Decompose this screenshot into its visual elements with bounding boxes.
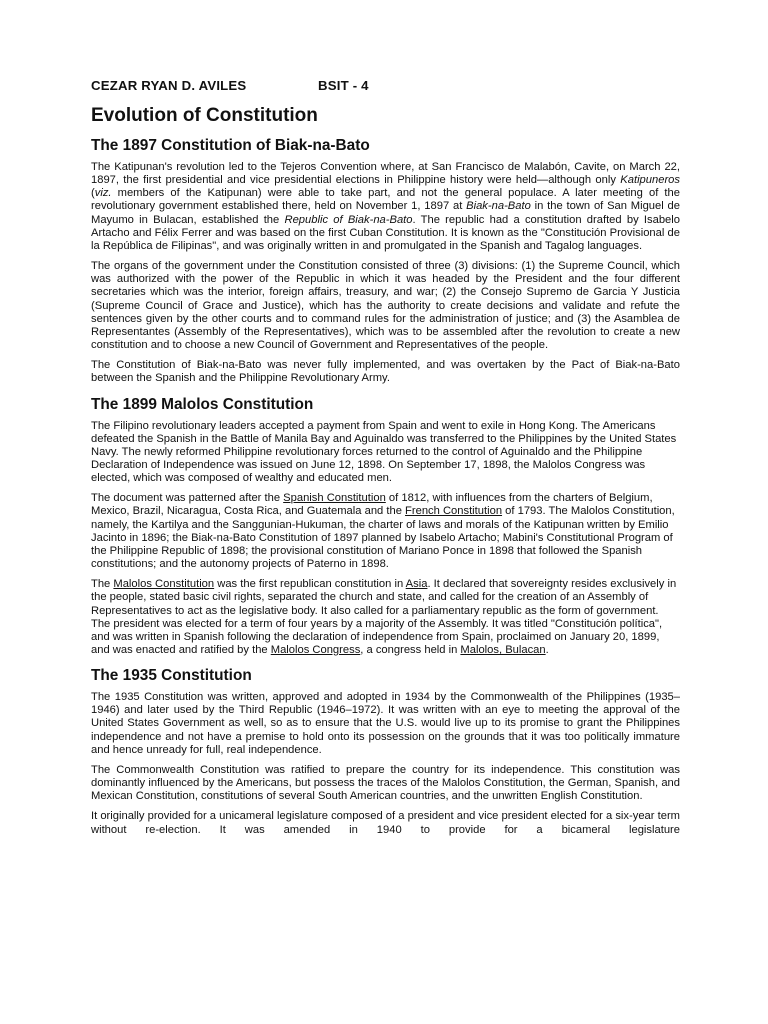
paragraph-1899-influences: The document was patterned after the Spanish Constitution of 1812, with influences from the charters of Belgium, Mexico, Brazil, Nicaragua, Costa Rica, and Guatemala and the French Constitution of 1793. The Malolos Constitution, namely, the Kartilya and the Sanggunian-Hukuman, the charter of laws and morals of the Katipunan written by Emilio Jacinto in 1896; the Biak-na-Bato Constitution of 1897 planned by Isabelo Artacho; Mabini's Constitutional Program of the Philippine Republic of 1898; the provisional constitution of Mariano Ponce in 1898 that followed the Spanish constitutions; and the autonomy projects of Paterno in 1898.	[91, 492, 675, 571]
section-heading-1935: The 1935 Constitution	[91, 667, 252, 685]
link-french-constitution[interactable]: French Constitution	[405, 505, 503, 518]
course-label: BSIT - 4	[318, 78, 369, 93]
link-malolos-bulacan[interactable]: Malolos, Bulacan	[460, 644, 546, 656]
document-title: Evolution of Constitution	[91, 105, 318, 126]
author-name: CEZAR RYAN D. AVILES	[91, 78, 247, 93]
paragraph-1935-adoption: The 1935 Constitution was written, approved and adopted in 1934 by the Commonwealth of the Philippines (1935–1946) and later used by the Third Republic (1946–1972). It was written with an eye to meeting the approval of the United States Government as well, so as to ensure that the U.S. would live up to its promise to grant the Philippines independence and not have a premise to hold onto its possession on the grounds that it was too politically immature and hence unready for full, real independence.	[91, 691, 680, 756]
link-malolos-constitution[interactable]: Malolos Constitution	[113, 578, 215, 591]
section-heading-1899: The 1899 Malolos Constitution	[91, 395, 314, 413]
paragraph-1897-organs: The organs of the government under the Constitution consisted of three (3) divisions: (1) the Supreme Council, which was authorized with the power of the Republic in which it was headed by the President and the four different secretaries which was the interior, foreign affairs, treasury, and war; (2) the Consejo Supremo de Garcia Y Justicia (Supreme Council of Grace and Justice), which has the authority to create decisions and validate and refute the sentences given by the other courts and to command rules for the administration of justice; and (3) the Asamblea de Representantes (Assembly of the Representatives), which was to be assembled after the revolution to create a new constitution and to choose a new Council of Government and Representatives of the people.	[91, 260, 680, 352]
paragraph-1897-outcome: The Constitution of Biak-na-Bato was never fully implemented, and was overtaken by the Pact of Biak-na-Bato between the Spanish and the Philippine Revolutionary Army.	[91, 359, 680, 385]
section-heading-1897: The 1897 Constitution of Biak-na-Bato	[91, 137, 370, 154]
paragraph-1897-intro: The Katipunan's revolution led to the Tejeros Convention where, at San Francisco de Malabón, Cavite, on March 22, 1897, the first presidential and vice presidential elections in Philippine history were held—although only Katipuneros (viz. members of the Katipunan) were able to take part, and not the general populace. A later meeting of the revolutionary government established there, held on November 1, 1897 at Biak-na-Bato in the town of San Miguel de Mayumo in Bulacan, established the Republic of Biak-na-Bato. The republic had a constitution drafted by Isabelo Artacho and Félix Ferrer and was based on the first Cuban Constitution. It is known as the "Constitución Provisional de la República de Filipinas", and was originally written in and promulgated in the Spanish and Tagalog languages.	[91, 161, 680, 252]
paragraph-1935-legislature: It originally provided for a unicameral legislature composed of a president and vice president elected for a six-year term without re-election. It was amended in 1940 to provide for a bicameral legislature	[91, 810, 680, 836]
paragraph-1899-background: The Filipino revolutionary leaders accepted a payment from Spain and went to exile in Hong Kong. The Americans defeated the Spanish in the Battle of Manila Bay and Aguinaldo was transferred to the Philippines by the United States Navy. The newly reformed Philippine revolutionary forces returned to the control of Aguinaldo and the Philippine Declaration of Independence was issued on June 12, 1898. On September 17, 1898, the Malolos Congress was elected, which was composed of wealthy and educated men.	[91, 419, 677, 485]
paragraph-1935-ratification: The Commonwealth Constitution was ratified to prepare the country for its independence. This constitution was dominantly influenced by the Americans, but possess the traces of the Malolos Constitution, the German, Spanish, and Mexican Constitution, constitutions of several South American countries, and the unwritten English Constitution.	[91, 763, 680, 803]
link-spanish-constitution[interactable]: Spanish Constitution	[283, 492, 386, 505]
link-malolos-congress[interactable]: Malolos Congress	[270, 644, 361, 656]
paragraph-1899-malolos: The Malolos Constitution was the first republican constitution in Asia. It declared that sovereignty resides exclusively in the people, stated basic civil rights, separated the church and state, and called for the creation of an Assembly of Representatives to act as the legislative body. It also called for a parliamentary republic as the form of government. The president was elected for a term of four years by a majority of the Assembly. It was titled "Constitución política", and was written in Spanish following the declaration of independence from Spain, proclaimed on January 20, 1899, and was enacted and ratified by the Malolos Congress, a congress held in Malolos, Bulacan.	[91, 578, 677, 656]
link-asia[interactable]: Asia	[405, 578, 428, 591]
author-line	[91, 78, 680, 93]
